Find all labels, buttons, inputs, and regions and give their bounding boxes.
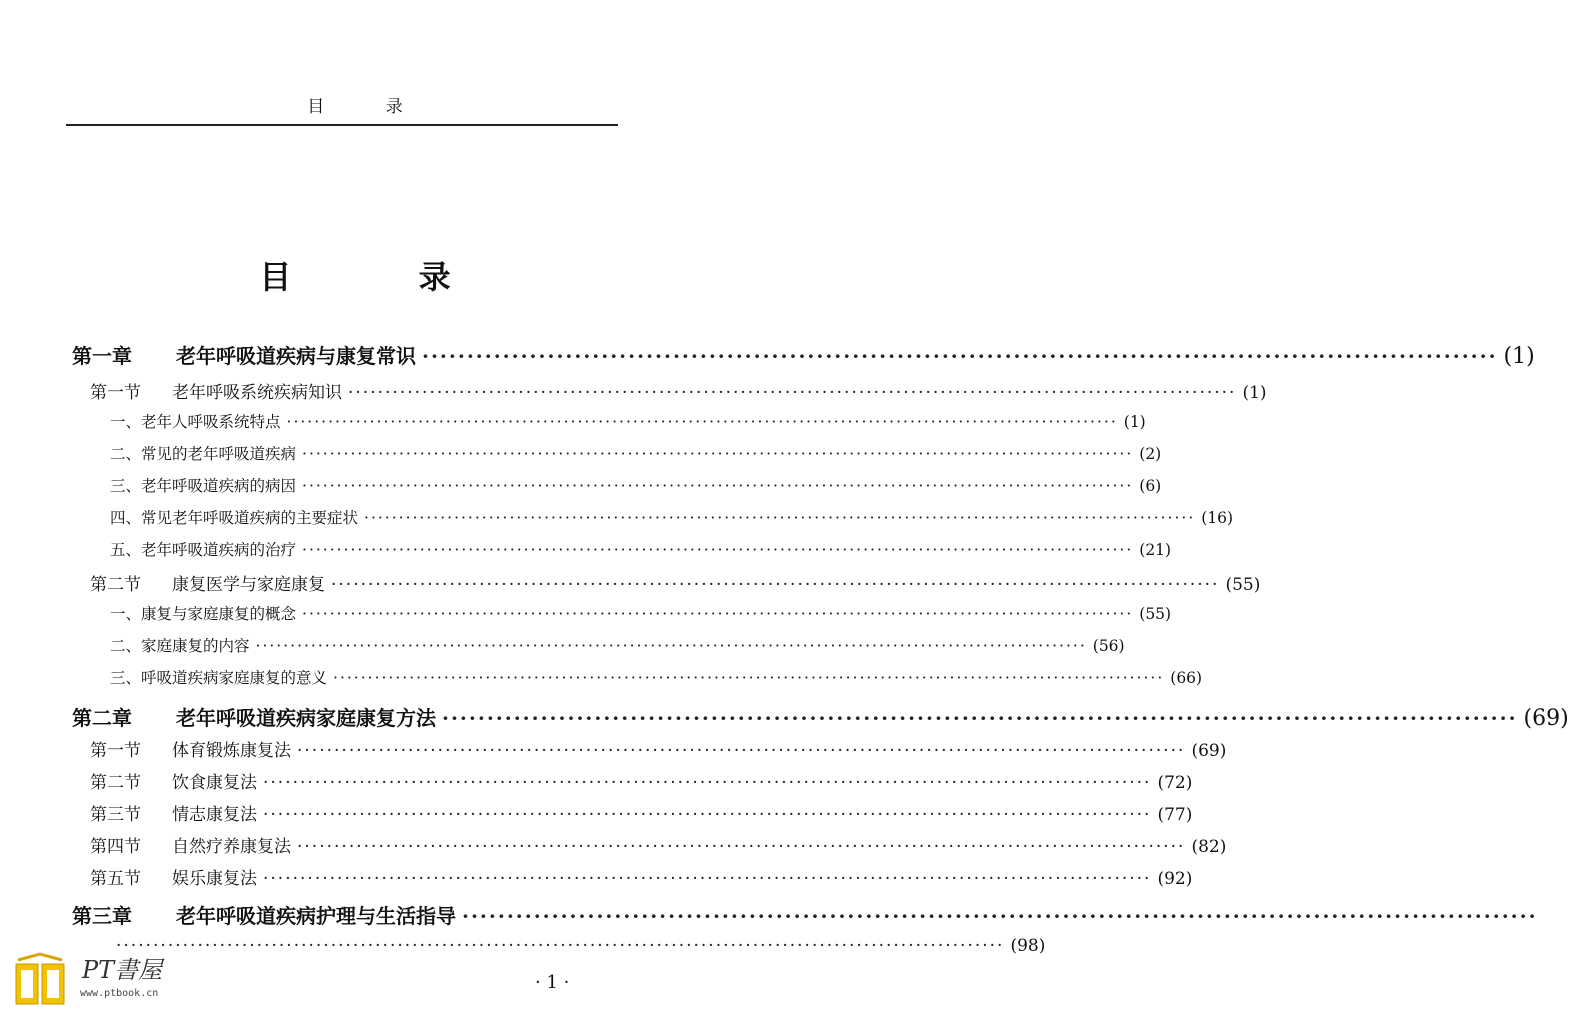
toc-chapter-entry — [72, 340, 1535, 369]
leader-dots: ························································································································ — [422, 344, 1498, 368]
toc-item-entry — [110, 506, 1234, 528]
toc-entry-label: 饮食康复法 — [172, 773, 257, 793]
toc-entry-title — [90, 864, 257, 889]
leader-dots: ························································································································ — [263, 869, 1152, 889]
toc-entry-title — [110, 634, 250, 656]
toc-page-ref: (69) — [1523, 706, 1569, 731]
page-title: 目 录 — [259, 258, 509, 296]
toc-page-ref: (1) — [1503, 344, 1535, 369]
toc-page-ref: (82) — [1191, 837, 1227, 857]
leader-dots: ························································································································ — [255, 637, 1087, 655]
toc-item-entry — [110, 442, 1162, 464]
toc-entry-number: 第三节 — [90, 805, 141, 825]
toc-page-ref: (6) — [1139, 477, 1162, 495]
toc-item-entry — [110, 666, 1203, 688]
toc-entry-number: 第一节 — [90, 383, 141, 403]
toc-entry-number: 第五节 — [90, 869, 141, 889]
toc-entry-label: 自然疗养康复法 — [172, 837, 291, 857]
toc-item-entry — [110, 474, 1162, 496]
leader-dots: ························································································································ — [302, 541, 1134, 559]
toc-entry-title — [90, 768, 257, 793]
leader-dots: ························································································································ — [297, 837, 1186, 857]
toc-chapter-entry — [72, 900, 1538, 929]
toc-entry-title — [90, 832, 291, 857]
toc-page-ref: (1) — [1123, 413, 1146, 431]
toc-page-ref: (77) — [1157, 805, 1193, 825]
toc-entry-label: 三、老年呼吸道疾病的病因 — [110, 477, 297, 495]
toc-section-entry — [90, 864, 1193, 889]
toc-page-ref: (16) — [1201, 509, 1234, 527]
toc-entry-number: 第二章 — [72, 706, 132, 730]
page-number: · 1 · — [535, 972, 570, 993]
toc-entry-title — [72, 900, 456, 929]
toc-entry-label: 情志康复法 — [172, 805, 257, 825]
toc-page-ref: (21) — [1139, 541, 1172, 559]
toc-entry-number: 第三章 — [72, 904, 132, 928]
leader-dots: ························································································································ — [442, 706, 1518, 730]
toc-entry-label: 老年呼吸道疾病护理与生活指导 — [176, 904, 456, 928]
toc-page-ref: (55) — [1225, 575, 1261, 595]
toc-entry-number: 第一章 — [72, 344, 132, 368]
toc-entry-title — [110, 506, 358, 528]
leader-dots: ························································································································ — [462, 904, 1538, 928]
leader-dots: ························································································································ — [116, 936, 1005, 956]
leader-dots: ························································································································ — [333, 669, 1165, 687]
toc-entry-label: 四、常见老年呼吸道疾病的主要症状 — [110, 509, 359, 527]
toc-entry-title — [110, 442, 296, 464]
toc-entry-label: 老年呼吸道疾病家庭康复方法 — [176, 706, 436, 730]
toc-entry-title — [90, 378, 342, 403]
leader-dots: ························································································································ — [348, 383, 1237, 403]
toc-item-entry — [110, 602, 1172, 624]
leader-dots: ························································································································ — [263, 773, 1152, 793]
toc-entry-label: 体育锻炼康复法 — [172, 741, 291, 761]
running-header: 目 录 — [307, 97, 431, 117]
toc-section-entry — [90, 736, 1227, 761]
toc-page-ref: (69) — [1191, 741, 1227, 761]
toc-page-ref: (92) — [1157, 869, 1193, 889]
toc-entry-title — [90, 736, 291, 761]
toc-entry-label: 三、呼吸道疾病家庭康复的意义 — [110, 669, 328, 687]
leader-dots: ························································································································ — [286, 413, 1118, 431]
leader-dots: ························································································································ — [297, 741, 1186, 761]
toc-section-entry — [90, 378, 1267, 403]
toc-entry-title — [90, 570, 325, 595]
toc-page-ref: (2) — [1139, 445, 1162, 463]
toc-entry-label: 老年呼吸系统疾病知识 — [172, 383, 342, 403]
watermark-url: www.ptbook.cn — [80, 988, 159, 999]
toc-entry-title — [110, 474, 296, 496]
toc-entry-number: 第四节 — [90, 837, 141, 857]
toc-item-entry — [110, 538, 1172, 560]
toc-entry-label: 二、家庭康复的内容 — [110, 637, 250, 655]
toc-entry-number: 第一节 — [90, 741, 141, 761]
toc-entry-number: 第二节 — [90, 773, 141, 793]
toc-entry-label: 娱乐康复法 — [172, 869, 257, 889]
toc-entry-label: 二、常见的老年呼吸道疾病 — [110, 445, 297, 463]
toc-section-entry — [90, 800, 1193, 825]
toc-entry-label: 康复医学与家庭康复 — [172, 575, 325, 595]
toc-entry-number: 第二节 — [90, 575, 141, 595]
leader-dots: ························································································································ — [331, 575, 1220, 595]
toc-section-entry — [90, 570, 1261, 595]
toc-page-ref: (56) — [1092, 637, 1125, 655]
toc-item-entry — [110, 634, 1125, 656]
leader-dots: ························································································································ — [302, 445, 1134, 463]
toc-section-entry — [90, 832, 1227, 857]
toc-entry-label: 一、老年人呼吸系统特点 — [110, 413, 281, 431]
toc-entry-title — [72, 702, 436, 731]
toc-entry-title — [110, 602, 296, 624]
toc-entry-title — [110, 666, 327, 688]
leader-dots: ························································································································ — [263, 805, 1152, 825]
toc-page-ref: (72) — [1157, 773, 1193, 793]
toc-entry-title — [90, 800, 257, 825]
toc-page-ref: (98) — [1010, 936, 1046, 956]
toc-entry-title — [72, 340, 416, 369]
toc-entry-title — [110, 538, 296, 560]
leader-dots: ························································································································ — [302, 605, 1134, 623]
leader-dots: ························································································································ — [302, 477, 1134, 495]
header-rule — [66, 124, 618, 126]
toc-page-ref: (1) — [1242, 383, 1267, 403]
toc-chapter-entry — [72, 702, 1569, 731]
toc-entry-label: 五、老年呼吸道疾病的治疗 — [110, 541, 297, 559]
leader-dots: ························································································································ — [364, 509, 1196, 527]
toc-entry-label: 老年呼吸道疾病与康复常识 — [176, 344, 416, 368]
watermark-brand: PT書屋 — [82, 956, 163, 984]
toc-page-ref: (66) — [1170, 669, 1203, 687]
toc-item-entry — [110, 410, 1146, 432]
toc-page-ref: (55) — [1139, 605, 1172, 623]
toc-entry-title — [110, 410, 281, 432]
toc-entry-label: 一、康复与家庭康复的概念 — [110, 605, 297, 623]
toc-section-entry — [90, 768, 1193, 793]
